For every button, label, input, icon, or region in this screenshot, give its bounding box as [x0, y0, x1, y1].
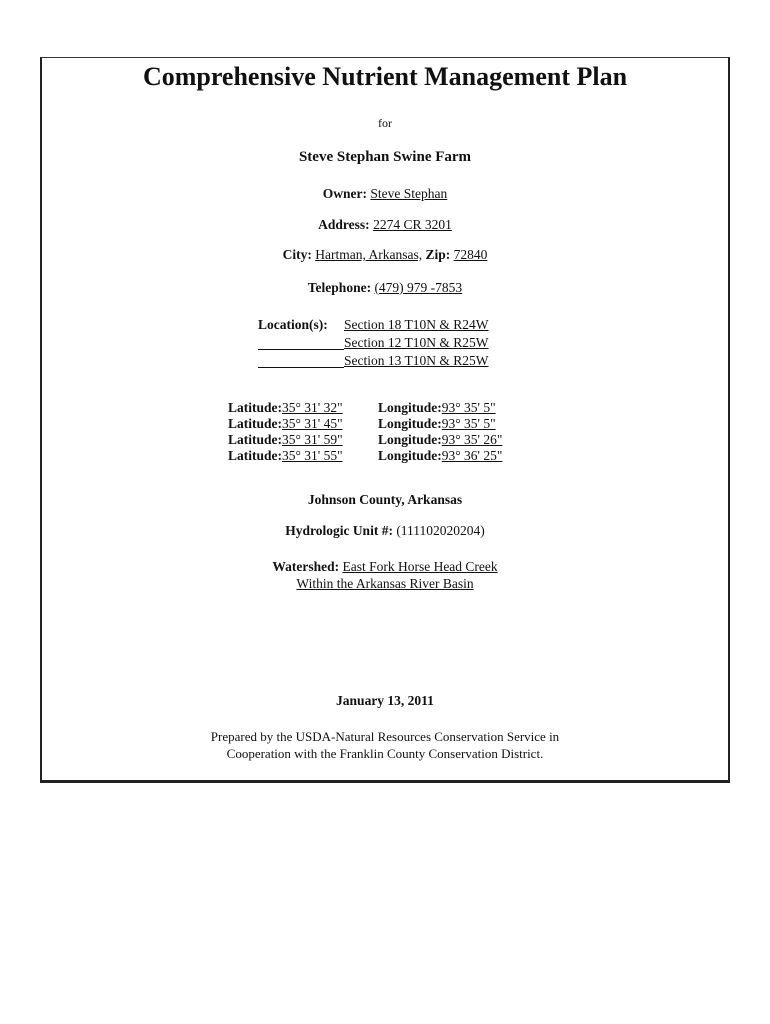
- latitude-value: 35° 31' 55": [282, 448, 343, 463]
- city-label: City:: [282, 247, 312, 262]
- coordinates-block: [228, 400, 502, 464]
- watershed-label: Watershed:: [272, 559, 340, 574]
- latitude-label: Latitude:: [228, 416, 282, 431]
- watershed-value: East Fork Horse Head Creek: [342, 559, 498, 574]
- hydrologic-unit-label: Hydrologic Unit #:: [285, 523, 393, 538]
- location-blank-line: [258, 352, 344, 368]
- latitude-label: Latitude:: [228, 400, 282, 415]
- hydrologic-unit-value: (111102020204): [396, 523, 485, 538]
- longitude-value: 93° 35' 5": [441, 416, 496, 431]
- coordinate-row: [228, 416, 502, 432]
- county: Johnson County, Arkansas: [307, 492, 463, 507]
- latitude-label: Latitude:: [228, 432, 282, 447]
- longitude-label: Longitude:: [378, 448, 442, 463]
- location-item: Section 12 T10N & R25W: [344, 335, 489, 350]
- watershed-line: [0, 559, 770, 575]
- longitude-label: Longitude:: [378, 432, 442, 447]
- basin-value: Within the Arkansas River Basin: [296, 576, 474, 591]
- hydrologic-unit-line: [0, 523, 770, 539]
- latitude-label: Latitude:: [228, 448, 282, 463]
- farm-name: Steve Stephan Swine Farm: [298, 149, 472, 165]
- zip-value: 72840: [453, 247, 488, 262]
- longitude-value: 93° 35' 5": [441, 400, 496, 415]
- address-label: Address:: [318, 217, 370, 232]
- owner-line: [0, 186, 770, 202]
- address-value: 2274 CR 3201: [373, 217, 452, 232]
- owner-label: Owner:: [322, 186, 367, 201]
- locations-block: [258, 316, 489, 370]
- coordinate-row: [228, 448, 502, 464]
- document-title: Comprehensive Nutrient Management Plan: [142, 62, 628, 91]
- for-text: for: [378, 116, 392, 130]
- prepared-by-line-1: Prepared by the USDA-Natural Resources Conservation Service in: [210, 729, 560, 744]
- latitude-value: 35° 31' 59": [282, 432, 343, 447]
- location-blank-line: [258, 334, 344, 350]
- coordinate-row: [228, 400, 502, 416]
- zip-label: Zip:: [425, 247, 451, 262]
- plan-date: January 13, 2011: [336, 693, 434, 708]
- telephone-value: (479) 979 -7853: [374, 280, 463, 295]
- telephone-label: Telephone:: [307, 280, 372, 295]
- longitude-value: 93° 35' 26": [441, 432, 503, 447]
- city-value: Hartman, Arkansas,: [315, 247, 423, 262]
- longitude-label: Longitude:: [378, 416, 442, 431]
- prepared-by-line-2: Cooperation with the Franklin County Conservation District.: [226, 746, 544, 761]
- telephone-line: [0, 280, 770, 296]
- latitude-value: 35° 31' 45": [282, 416, 343, 431]
- address-line: [0, 217, 770, 233]
- longitude-value: 93° 36' 25": [441, 448, 503, 463]
- location-item: Section 13 T10N & R25W: [344, 353, 489, 368]
- owner-value: Steve Stephan: [370, 186, 448, 201]
- coordinate-row: [228, 432, 502, 448]
- latitude-value: 35° 31' 32": [282, 400, 343, 415]
- longitude-label: Longitude:: [378, 400, 442, 415]
- location-item: Section 18 T10N & R24W: [344, 317, 489, 332]
- basin-line: [0, 576, 770, 592]
- city-line: [0, 247, 770, 263]
- locations-label: Location(s):: [258, 317, 328, 332]
